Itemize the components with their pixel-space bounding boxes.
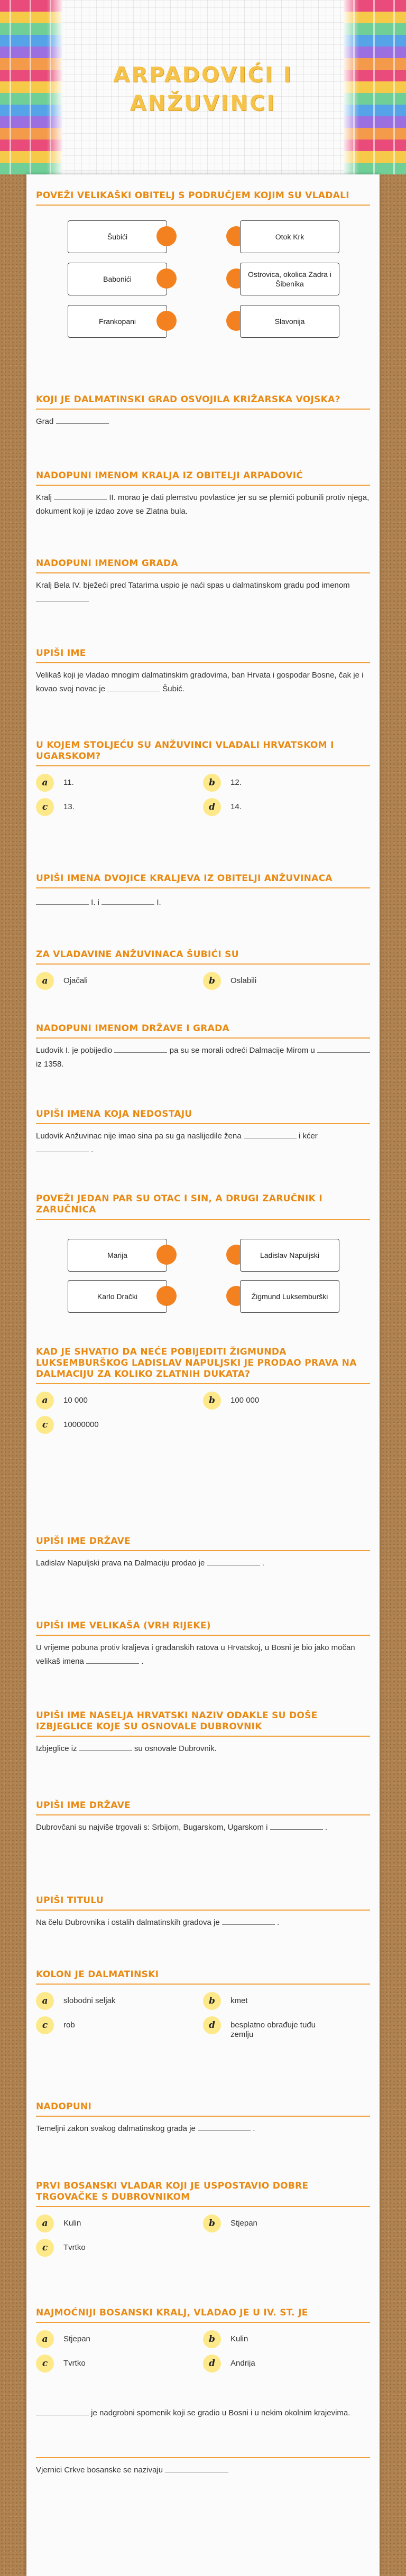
question-text: NADOPUNI IMENOM DRŽAVE I GRADA xyxy=(36,1023,370,1039)
option-c[interactable]: c Tvrtko xyxy=(36,2355,203,2373)
worksheet xyxy=(26,174,380,2576)
question-text: UPIŠI IME VELIKAŠA (VRH RIJEKE) xyxy=(36,1620,370,1636)
option-c[interactable]: c rob xyxy=(36,2016,203,2040)
answer-blank[interactable] xyxy=(36,2406,89,2415)
option-b[interactable]: b 100 000 xyxy=(203,1392,370,1410)
options-list xyxy=(36,1392,370,1434)
question-15 xyxy=(36,1710,370,1756)
match-connector-left-2[interactable] xyxy=(156,1286,177,1306)
question-text: ZA VLADAVINE ANŽUVINACA ŠUBIĆI SU xyxy=(36,949,370,965)
option-d[interactable]: d Andrija xyxy=(203,2355,370,2373)
option-b[interactable]: b Oslabili xyxy=(203,972,370,990)
question-text: UPIŠI IME DRŽAVE xyxy=(36,1536,370,1551)
question-16 xyxy=(36,1800,370,1834)
option-a[interactable]: a slobodni seljak xyxy=(36,1992,203,2010)
option-a[interactable]: a 10 000 xyxy=(36,1392,203,1410)
option-c[interactable]: c Tvrtko xyxy=(36,2239,203,2257)
question-text: KAD JE SHVATIO DA NEĆE POBIJEDITI ŽIGMUNDA LUKSEMBURŠKOG LADISLAV NAPULJSKI JE PRODAO PRAVA NA DALMACIJU ZA KOLIKO ZLATNIH DUKATA? xyxy=(36,1347,370,1384)
answer-line: U vrijeme pobuna protiv kraljeva i građanskih ratova u Hrvatskoj, u Bosni je bio jako močan velikaš imena . xyxy=(36,1643,355,1666)
match-left-1[interactable]: Šubići xyxy=(68,220,167,253)
match-right-3[interactable]: Slavonija xyxy=(240,305,339,338)
question-18 xyxy=(36,1969,370,2040)
question-9 xyxy=(36,1023,370,1071)
answer-blank[interactable] xyxy=(54,491,107,500)
answer-line: Dubrovčani su najviše trgovali s: Srbijom, Bugarskom, Ugarskom i . xyxy=(36,1821,370,1834)
answer-line: Vjernici Crkve bosanske se nazivaju xyxy=(36,2463,370,2477)
answer-blank[interactable] xyxy=(198,2122,251,2131)
options-list xyxy=(36,972,370,990)
match-connector-left-1[interactable] xyxy=(156,1245,177,1265)
option-c[interactable]: c 13. xyxy=(36,798,203,816)
page-title: ARPADOVIĆI I ANŽUVINCI xyxy=(113,63,293,116)
question-text: UPIŠI IME xyxy=(36,648,370,663)
question-10 xyxy=(36,1109,370,1157)
answer-blank-2[interactable] xyxy=(36,1143,89,1152)
question-text: NADOPUNI IMENOM KRALJA IZ OBITELJI ARPADOVIĆ xyxy=(36,470,370,486)
question-text: POVEŽI JEDAN PAR SU OTAC I SIN, A DRUGI ZARUČNIK I ZARUČNICA xyxy=(36,1193,370,1220)
match-left-3[interactable]: Frankopani xyxy=(68,305,167,338)
question-5 xyxy=(36,648,370,696)
question-text: KOJI JE DALMATINSKI GRAD OSVOJILA KRIŽARSKA VOJSKA? xyxy=(36,394,370,410)
header-banner xyxy=(0,0,406,174)
question-8 xyxy=(36,949,370,990)
answer-line: je nadgrobni spomenik koji se gradio u Bosni i u nekim okolnim krajevima. xyxy=(36,2406,370,2420)
option-b[interactable]: b kmet xyxy=(203,1992,370,2010)
answer-blank[interactable] xyxy=(222,1916,275,1925)
question-11 xyxy=(36,1193,370,1317)
option-b[interactable]: b Kulin xyxy=(203,2330,370,2348)
answer-blank-2[interactable] xyxy=(317,1044,370,1053)
question-text: PRVI BOSANSKI VLADAR KOJI JE USPOSTAVIO DOBRE TRGOVAČKE S DUBROVNIKOM xyxy=(36,2181,370,2207)
question-text: U KOJEM STOLJEĆU SU ANŽUVINCI VLADALI HRVATSKOM I UGARSKOM? xyxy=(36,740,370,766)
question-text: POVEŽI VELIKAŠKI OBITELJ S PODRUČJEM KOJIM SU VLADALI xyxy=(36,190,370,206)
matching-area xyxy=(36,213,370,345)
question-text: KOLON JE DALMATINSKI xyxy=(36,1969,370,1985)
match-left-1[interactable]: Marija xyxy=(68,1239,167,1272)
matching-area xyxy=(36,1227,370,1317)
decorative-pattern-left xyxy=(0,0,62,174)
question-1 xyxy=(36,190,370,345)
match-right-2[interactable]: Žigmund Luksemburški xyxy=(240,1280,339,1313)
match-right-1[interactable]: Otok Krk xyxy=(240,220,339,253)
question-19 xyxy=(36,2101,370,2136)
answer-line: Grad xyxy=(36,415,370,429)
question-4 xyxy=(36,558,370,606)
question-21 xyxy=(36,2308,370,2477)
question-text: NADOPUNI IMENOM GRADA xyxy=(36,558,370,573)
question-text: UPIŠI TITULU xyxy=(36,1895,370,1911)
options-list xyxy=(36,774,370,816)
question-12 xyxy=(36,1347,370,1434)
answer-blank-1[interactable] xyxy=(114,1044,167,1053)
question-text: NADOPUNI xyxy=(36,2101,370,2117)
match-connector-left-1[interactable] xyxy=(156,226,177,246)
answer-blank[interactable] xyxy=(270,1821,323,1830)
answer-blank[interactable] xyxy=(207,1556,260,1565)
options-list xyxy=(36,2214,370,2257)
option-b[interactable]: b Stjepan xyxy=(203,2214,370,2232)
answer-line: Izbjeglice iz su osnovale Dubrovnik. xyxy=(36,1742,370,1756)
divider xyxy=(36,2457,370,2458)
question-3 xyxy=(36,470,370,518)
answer-line: Velikaš koji je vladao mnogim dalmatinskim gradovima, ban Hrvata i gospodar Bosne, čak je i kovao svoj novac je Šubić. xyxy=(36,671,364,693)
question-text: UPIŠI IME DRŽAVE xyxy=(36,1800,370,1815)
option-b[interactable]: b 12. xyxy=(203,774,370,792)
option-d[interactable]: d 14. xyxy=(203,798,370,816)
question-text: UPIŠI IMENA KOJA NEDOSTAJU xyxy=(36,1109,370,1124)
question-17 xyxy=(36,1895,370,1930)
answer-blank[interactable] xyxy=(107,682,160,691)
answer-line: Ludovik I. je pobijedio pa su se morali odreći Dalmacije Mirom u iz 1358. xyxy=(36,1044,370,1071)
answer-line: Na čelu Dubrovnika i ostalih dalmatinskih gradova je . xyxy=(36,1916,370,1930)
question-6 xyxy=(36,740,370,816)
options-list xyxy=(36,1992,370,2040)
answer-blank-1[interactable] xyxy=(244,1129,297,1138)
question-text: NAJMOĆNIJI BOSANSKI KRALJ, VLADAO JE U IV. ST. JE xyxy=(36,2308,370,2323)
option-a[interactable]: a Kulin xyxy=(36,2214,203,2232)
match-right-1[interactable]: Ladislav Napuljski xyxy=(240,1239,339,1272)
match-right-2[interactable]: Ostrovica, okolica Zadra i Šibenika xyxy=(240,263,339,295)
answer-blank[interactable] xyxy=(79,1742,132,1751)
option-a[interactable]: a Ojačali xyxy=(36,972,203,990)
match-left-2[interactable]: Karlo Drački xyxy=(68,1280,167,1313)
decorative-pattern-right xyxy=(344,0,406,174)
option-a[interactable]: a Stjepan xyxy=(36,2330,203,2348)
option-d[interactable]: d besplatno obrađuje tuđu zemlju xyxy=(203,2016,370,2040)
match-left-2[interactable]: Babonići xyxy=(68,263,167,295)
answer-blank[interactable] xyxy=(56,415,109,424)
answer-blank[interactable] xyxy=(36,592,89,601)
answer-line: Kralj Bela IV. bježeći pred Tatarima uspio je naći spas u dalmatinskom gradu pod imenom xyxy=(36,579,370,606)
match-connector-left-2[interactable] xyxy=(156,268,177,289)
match-connector-left-3[interactable] xyxy=(156,311,177,331)
answer-line: Kralj II. morao je dati plemstvu povlastice jer su se plemići pobunili protiv njega, dokument koji je izdao zove se Zlatna bula. xyxy=(36,491,370,518)
answer-line: Ladislav Napuljski prava na Dalmaciju prodao je . xyxy=(36,1556,370,1570)
question-text: UPIŠI IME NASELJA HRVATSKI NAZIV ODAKLE SU DOŠE IZBJEGLICE KOJE SU OSNOVALE DUBROVNIK xyxy=(36,1710,370,1737)
option-a[interactable]: a 11. xyxy=(36,774,203,792)
question-13 xyxy=(36,1536,370,1570)
answer-line: Ludovik Anžuvinac nije imao sina pa su ga naslijedile žena i kćer . xyxy=(36,1129,370,1157)
answer-line: Temeljni zakon svakog dalmatinskog grada je . xyxy=(36,2122,370,2136)
answer-blank[interactable] xyxy=(86,1655,139,1664)
question-7 xyxy=(36,873,370,910)
question-14 xyxy=(36,1620,370,1669)
answer-blank-1[interactable] xyxy=(36,896,89,905)
question-2 xyxy=(36,394,370,429)
answer-line: I. i I. xyxy=(36,896,370,910)
question-text: UPIŠI IMENA DVOJICE KRALJEVA IZ OBITELJI ANŽUVINACA xyxy=(36,873,370,888)
answer-blank-2[interactable] xyxy=(102,896,154,905)
answer-blank[interactable] xyxy=(165,2463,228,2472)
option-c[interactable]: c 10000000 xyxy=(36,1416,203,1434)
options-list xyxy=(36,2330,370,2373)
question-20 xyxy=(36,2181,370,2257)
